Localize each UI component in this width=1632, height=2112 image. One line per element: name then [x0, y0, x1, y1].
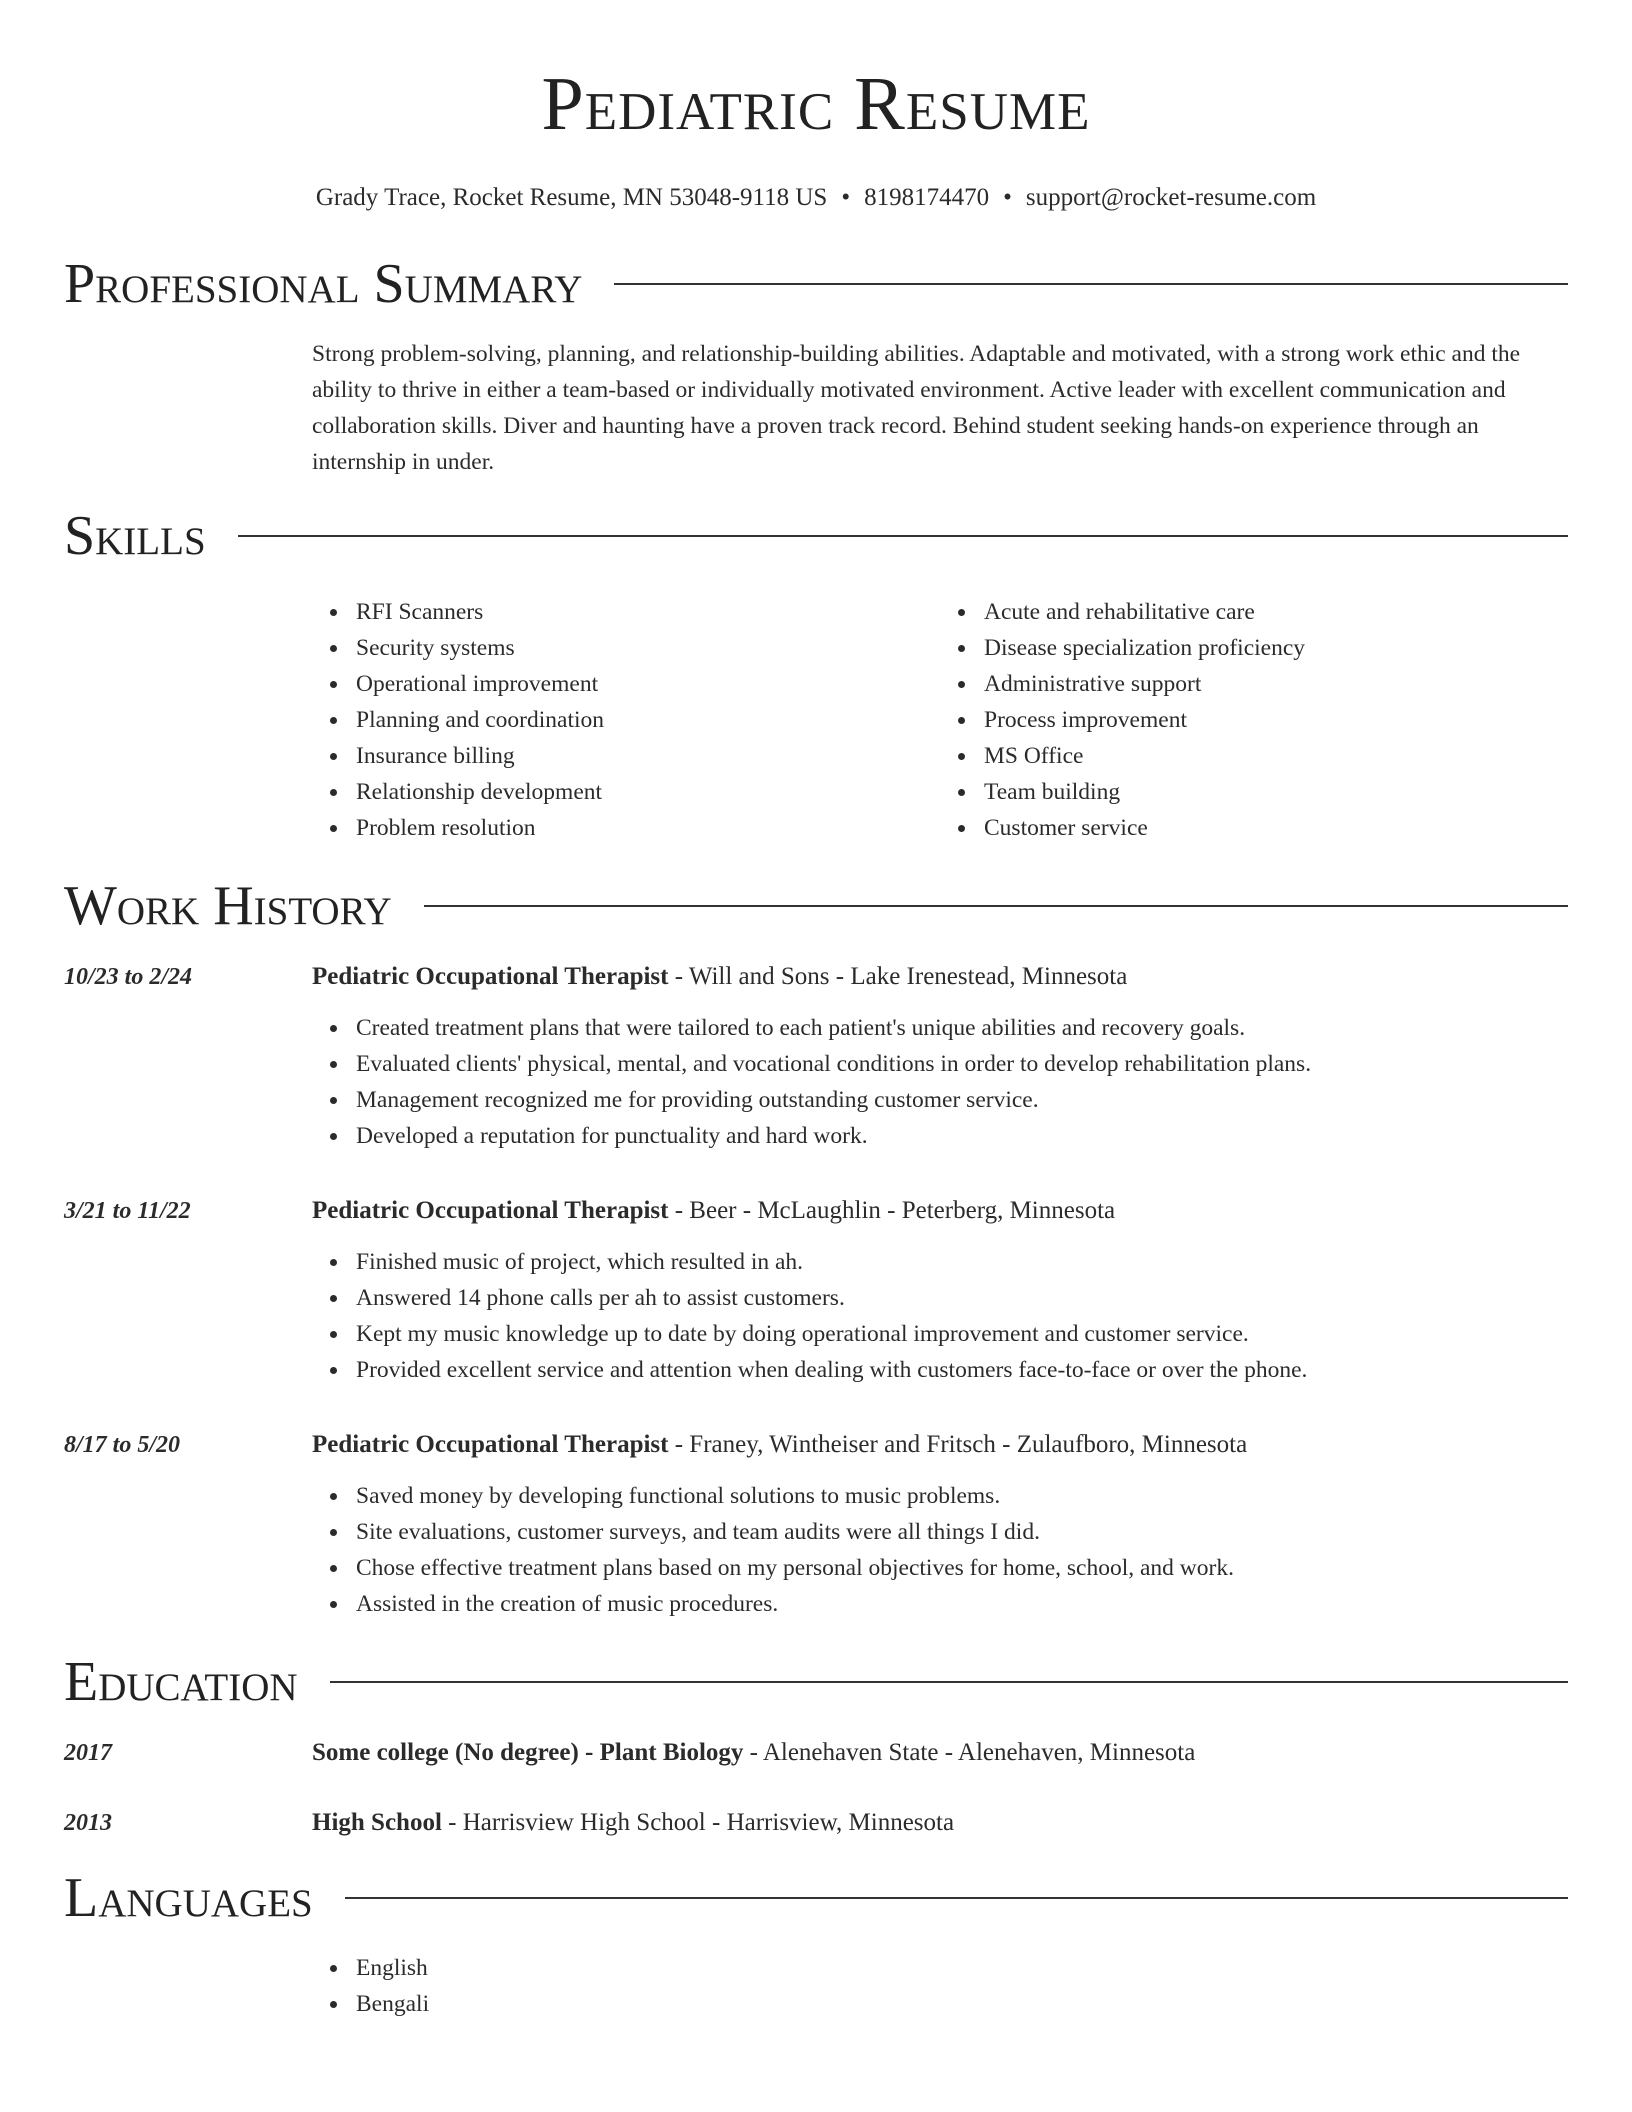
skill-item: Disease specialization proficiency: [984, 630, 1568, 666]
job-body: [312, 1428, 1568, 1622]
contact-address: Grady Trace, Rocket Resume, MN 53048-9118 US: [315, 184, 828, 211]
language-bullets: [312, 1950, 1568, 2022]
section-divider: [345, 1897, 1568, 1899]
education-year: 2013: [64, 1810, 112, 1836]
job-bullets: [312, 1244, 1568, 1388]
education-headline: [312, 1736, 1568, 1770]
section-divider: [614, 283, 1568, 285]
job-body: [312, 1194, 1568, 1388]
skill-item: Security systems: [356, 630, 940, 666]
skill-item: Administrative support: [984, 666, 1568, 702]
summary-text: Strong problem-solving, planning, and relationship-building abilities. Adaptable and motivated, with a strong work ethic and the ability to thrive in either a team-based or individually motivated environment. Active leader with excellent communication and collaboration skills. Diver and haunting have a proven track record. Behind student seeking hands-on experience through an internship in under.: [312, 341, 1521, 475]
skill-item: Insurance billing: [356, 738, 940, 774]
job-title: Pediatric Occupational Therapist: [312, 1431, 669, 1458]
work-section-header: [64, 876, 1568, 936]
job-bullet: Kept my music knowledge up to date by doing operational improvement and customer service.: [356, 1316, 1568, 1352]
job-headline: [312, 960, 1568, 994]
contact-line: [64, 182, 1568, 214]
section-divider: [424, 905, 1568, 907]
job-dates: 3/21 to 11/22: [64, 1198, 191, 1224]
language-item: Bengali: [356, 1986, 1568, 2022]
skills-section-header: [64, 506, 1568, 566]
job-bullet: Saved money by developing functional solutions to music problems.: [356, 1478, 1568, 1514]
summary-heading: Professional Summary: [64, 253, 583, 315]
job-bullet: Created treatment plans that were tailored to each patient's unique abilities and recovery goals.: [356, 1010, 1568, 1046]
job-title: Pediatric Occupational Therapist: [312, 1197, 669, 1224]
education-body: [312, 1806, 1568, 1840]
section-divider: [238, 535, 1568, 537]
languages-section-header: [64, 1868, 1568, 1928]
contact-email: support@rocket-resume.com: [1025, 184, 1317, 211]
education-body: [312, 1736, 1568, 1770]
job-bullets: [312, 1010, 1568, 1154]
job-employer: - Will and Sons - Lake Irenestead, Minnesota: [668, 963, 1128, 990]
job-entry: [64, 1428, 1568, 1622]
job-bullet: Management recognized me for providing outstanding customer service.: [356, 1082, 1568, 1118]
job-bullet: Provided excellent service and attention when dealing with customers face-to-face or over the phone.: [356, 1352, 1568, 1388]
education-heading: Education: [64, 1651, 298, 1713]
skill-item: MS Office: [984, 738, 1568, 774]
job-body: [312, 960, 1568, 1154]
job-dates: 8/17 to 5/20: [64, 1432, 181, 1458]
languages-heading: Languages: [64, 1867, 313, 1929]
skill-item: Customer service: [984, 810, 1568, 846]
education-entry: [64, 1736, 1568, 1770]
education-school: - Alenehaven State - Alenehaven, Minnesota: [743, 1739, 1196, 1766]
job-bullet: Assisted in the creation of music procedures.: [356, 1586, 1568, 1622]
skill-item: Relationship development: [356, 774, 940, 810]
job-entry: [64, 1194, 1568, 1388]
skill-item: Team building: [984, 774, 1568, 810]
contact-phone: 8198174470: [864, 184, 990, 211]
skills-column-left: [312, 594, 940, 846]
skill-item: Planning and coordination: [356, 702, 940, 738]
education-headline: [312, 1806, 1568, 1840]
skills-heading: Skills: [64, 505, 206, 567]
language-item: English: [356, 1950, 1568, 1986]
skill-item: Operational improvement: [356, 666, 940, 702]
skills-list: [312, 594, 1568, 846]
job-employer: - Beer - McLaughlin - Peterberg, Minnesota: [668, 1197, 1116, 1224]
education-school: - Harrisview High School - Harrisview, Minnesota: [441, 1809, 955, 1836]
education-degree: Some college (No degree) - Plant Biology: [312, 1739, 744, 1766]
job-bullet: Answered 14 phone calls per ah to assist customers.: [356, 1280, 1568, 1316]
education-entry: [64, 1806, 1568, 1840]
resume-title: Pediatric Resume: [541, 62, 1091, 146]
education-section-header: [64, 1652, 1568, 1712]
skills-column-right: [940, 594, 1568, 846]
contact-separator: •: [841, 184, 851, 211]
job-bullets: [312, 1478, 1568, 1622]
job-bullet: Chose effective treatment plans based on my personal objectives for home, school, and work.: [356, 1550, 1568, 1586]
contact-separator: •: [1003, 184, 1012, 211]
education-year: 2017: [64, 1740, 112, 1766]
skill-item: RFI Scanners: [356, 594, 940, 630]
skill-item: Problem resolution: [356, 810, 940, 846]
section-divider: [330, 1681, 1568, 1683]
job-bullet: Finished music of project, which resulted in ah.: [356, 1244, 1568, 1280]
job-headline: [312, 1194, 1568, 1228]
job-dates: 10/23 to 2/24: [64, 964, 193, 990]
job-bullet: Site evaluations, customer surveys, and team audits were all things I did.: [356, 1514, 1568, 1550]
work-history-list: [64, 960, 1568, 1622]
job-headline: [312, 1428, 1568, 1462]
summary-section-header: [64, 254, 1568, 314]
job-bullet: Developed a reputation for punctuality and hard work.: [356, 1118, 1568, 1154]
job-bullet: Evaluated clients' physical, mental, and vocational conditions in order to develop rehabilitation plans.: [356, 1046, 1568, 1082]
skill-item: Process improvement: [984, 702, 1568, 738]
job-title: Pediatric Occupational Therapist: [312, 963, 669, 990]
skill-item: Acute and rehabilitative care: [984, 594, 1568, 630]
job-employer: - Franey, Wintheiser and Fritsch - Zulaufboro, Minnesota: [668, 1431, 1248, 1458]
job-entry: [64, 960, 1568, 1154]
education-degree: High School: [312, 1809, 442, 1836]
work-heading: Work History: [64, 875, 392, 937]
languages-list: [312, 1950, 1568, 2022]
education-list: [64, 1736, 1568, 1840]
